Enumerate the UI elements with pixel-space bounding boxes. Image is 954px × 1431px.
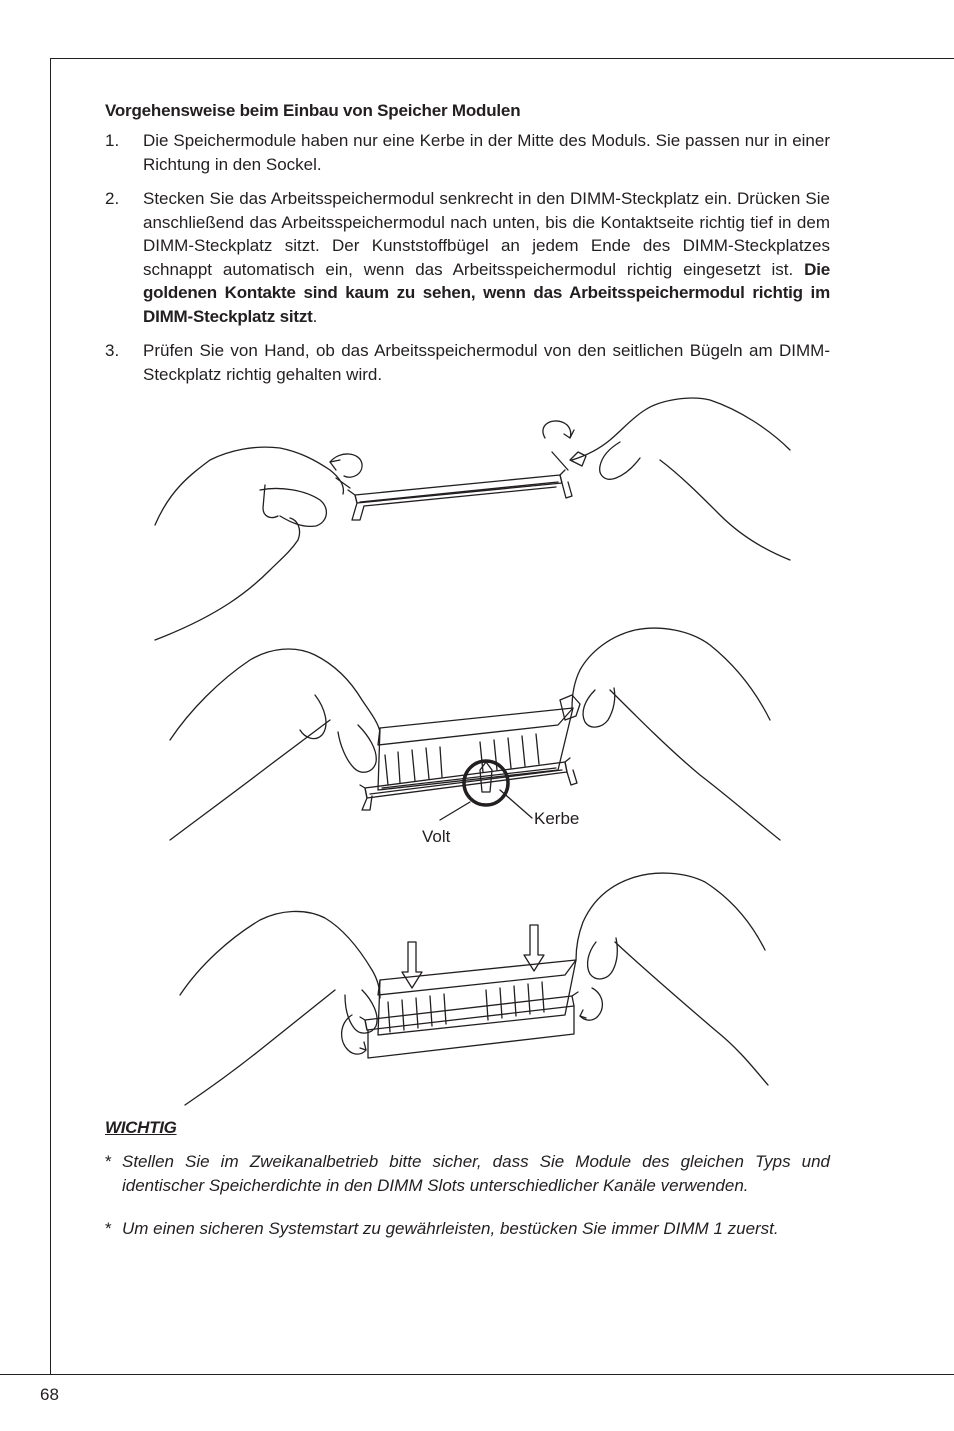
right-hand [576, 873, 768, 1085]
step-2 [105, 187, 830, 328]
left-hand [180, 911, 380, 1105]
page-frame-top-rule [50, 58, 954, 59]
step-1 [105, 129, 830, 176]
step-number: 3. [105, 341, 120, 360]
page-number: 68 [40, 1385, 59, 1404]
note-bullet: * [105, 1219, 112, 1238]
panel-open-clips [155, 398, 790, 640]
kerbe-label: Kerbe [534, 809, 580, 828]
step-text: Stecken Sie das Arbeitsspeichermodul senkrecht in den DIMM-Steckplatz ein. Drücken Sie anschließend das Arbeitsspeichermodul nach unten, bis die Kontaktseite richtig tief in dem DIMM-Steckplatz sitzt. Der Kunststoffbügel an jedem Ende des DIMM-Steckplatzes schnappt automatisch ein, wenn das Arbeitsspeichermodul richtig eingesetzt ist. [143, 189, 830, 279]
note-text: Stellen Sie im Zweikanalbetrieb bitte sicher, dass Sie Module des gleichen Typs und identischer Speicherdichte in den DIMM Slots unterschiedlicher Kanäle verwenden. [122, 1152, 830, 1195]
step-3 [105, 339, 830, 386]
memory-module [378, 708, 573, 790]
panel-align-module [170, 628, 780, 846]
right-hand [560, 628, 780, 840]
dimm-slot-open [336, 452, 572, 520]
left-hand [155, 447, 343, 640]
step-number: 1. [105, 131, 120, 150]
step-end: . [312, 306, 318, 326]
section-heading: Vorgehensweise beim Einbau von Speicher Modulen [105, 101, 521, 120]
memory-install-illustration [140, 390, 810, 1110]
page-footer-rule [0, 1374, 954, 1375]
page-frame-left-rule [50, 58, 51, 1375]
rotate-arrow-icon [543, 421, 574, 438]
volt-label: Volt [422, 827, 451, 846]
important-title: WICHTIG [105, 1118, 177, 1137]
installation-section [105, 99, 830, 397]
important-notes [105, 1116, 830, 1261]
left-hand [170, 649, 380, 840]
step-text: Prüfen Sie von Hand, ob das Arbeitsspeichermodul von den seitlichen Bügeln am DIMM-Steckplatz richtig gehalten wird. [143, 341, 830, 384]
note-item [105, 1217, 830, 1241]
down-arrow-icon [402, 942, 422, 988]
step-bold-text: Die goldenen Kontakte sind kaum zu sehen, wenn das Arbeitsspeichermodul richtig im DIMM-Steckplatz sitzt [143, 259, 830, 326]
step-text-container [143, 187, 830, 328]
notch-highlight [440, 761, 532, 820]
panel-insert-module [180, 873, 768, 1105]
step-text: Die Speichermodule haben nur eine Kerbe in der Mitte des Moduls. Sie passen nur in einer Richtung in den Sockel. [143, 131, 830, 174]
note-item [105, 1150, 830, 1197]
note-bullet: * [105, 1152, 112, 1171]
rotate-arrow-icon [342, 1015, 366, 1054]
note-text: Um einen sicheren Systemstart zu gewährleisten, bestücken Sie immer DIMM 1 zuerst. [122, 1219, 779, 1238]
right-hand [570, 398, 790, 560]
rotate-arrow-icon [580, 988, 602, 1020]
step-number: 2. [105, 189, 120, 208]
